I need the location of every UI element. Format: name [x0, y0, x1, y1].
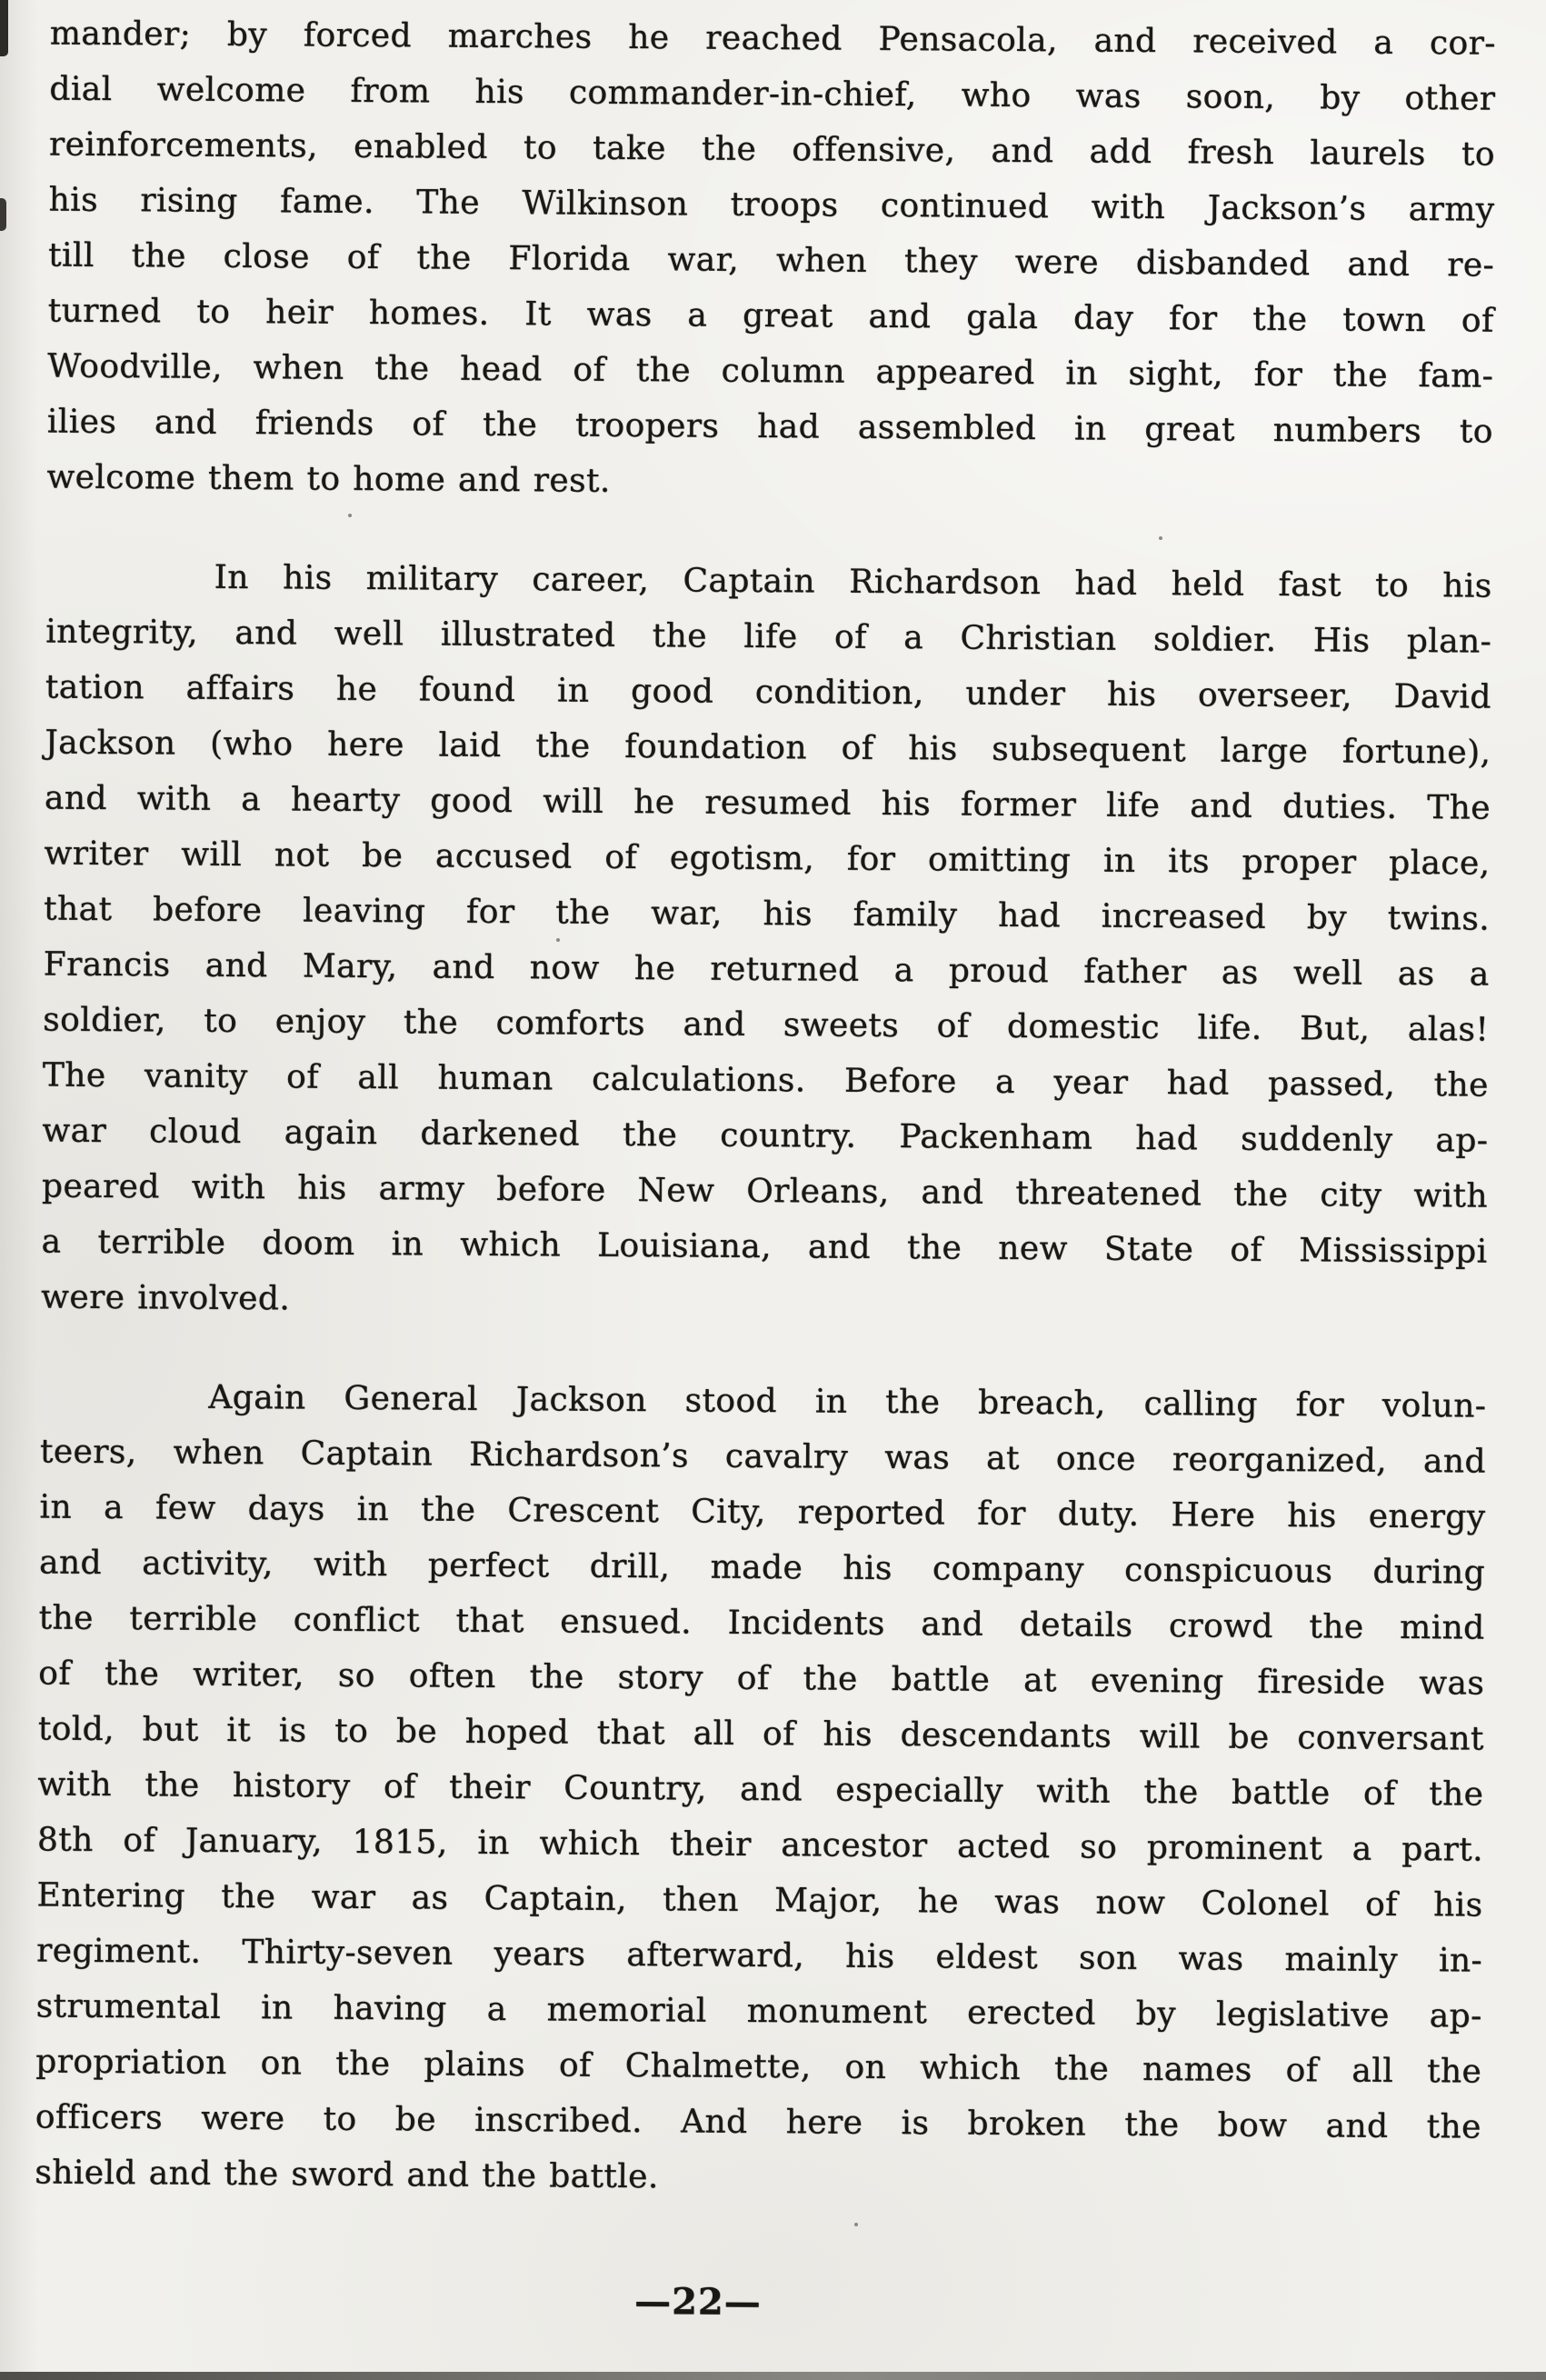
text-line: dial welcome from his commander-in-chief, who was soon, by other — [49, 70, 1496, 118]
scan-artifact-left-edge — [0, 198, 6, 231]
text-line: turned to heir homes. It was a great and gala day for the town of — [47, 292, 1494, 340]
text-line: tation affairs he found in good condition, under his overseer, David — [45, 668, 1491, 716]
text-line: his rising fame. The Wilkinson troops continued with Jackson’s army — [48, 181, 1495, 229]
text-line: welcome them to home and rest. — [46, 458, 611, 500]
text-line: shield and the sword and the battle. — [35, 2154, 659, 2196]
text-line: regiment. Thirty-seven years afterward, his eldest son was mainly in- — [35, 1932, 1483, 1980]
text-line: till the close of the Florida war, when they were disbanded and re- — [47, 236, 1495, 285]
page-number: —22— — [633, 2279, 762, 2324]
text-line: and with a hearty good will he resumed his former life and duties. The — [44, 779, 1491, 827]
text-line: in a few days in the Crescent City, reported for duty. Here his energy — [39, 1488, 1486, 1536]
text-line: Again General Jackson stood in the breach, calling for volun- — [208, 1378, 1487, 1425]
ink-speck — [556, 938, 560, 942]
text-line: that before leaving for the war, his family had increased by twins. — [43, 890, 1491, 938]
text-line: 8th of January, 1815, in which their ancestor acted so prominent a part. — [36, 1821, 1484, 1869]
ink-speck — [348, 514, 352, 517]
text-line: integrity, and well illustrated the life of a Christian soldier. His plan- — [45, 613, 1492, 661]
text-line: the terrible conflict that ensued. Incidents and details crowd the mind — [38, 1599, 1485, 1647]
paragraph — [46, 5, 1496, 515]
text-line: strumental in having a memorial monument erected by legislative ap- — [35, 1987, 1482, 2035]
text-line: Jackson (who here laid the foundation of his subsequent large fortune), — [45, 724, 1491, 772]
paragraph — [41, 548, 1492, 1335]
text-line: ilies and friends of the troopers had assembled in great numbers to — [46, 403, 1493, 451]
text-line: soldier, to enjoy the comforts and sweets of domestic life. But, alas! — [43, 1001, 1490, 1049]
text-line: of the writer, so often the story of the battle at evening fireside was — [38, 1655, 1485, 1703]
scan-edge-shadow — [0, 2372, 1546, 2380]
text-line: teers, when Captain Richardson’s cavalry was at once reorganized, and — [39, 1433, 1487, 1481]
text-line: writer will not be accused of egotism, for omitting in its proper place, — [44, 835, 1491, 883]
scan-artifact-top-left — [0, 0, 8, 56]
ink-speck — [854, 2223, 858, 2226]
text-line: Francis and Mary, and now he returned a proud father as well as a — [43, 945, 1490, 994]
ink-speck — [1159, 536, 1162, 540]
text-line: war cloud again darkened the country. Packenham had suddenly ap- — [42, 1112, 1489, 1160]
text-line: mander; by forced marches he reached Pensacola, and received a cor- — [49, 15, 1496, 63]
text-line: with the history of their Country, and especially with the battle of the — [37, 1765, 1484, 1814]
text-line: and activity, with perfect drill, made his company conspicuous during — [38, 1544, 1486, 1592]
text-line: were involved. — [40, 1278, 291, 1318]
text-line: The vanity of all human calculations. Before a year had passed, the — [42, 1056, 1489, 1105]
text-line: Entering the war as Captain, then Major, he was now Colonel of his — [36, 1876, 1483, 1925]
text-line: In his military career, Captain Richardson had held fast to his — [214, 558, 1492, 605]
text-line: reinforcements, enabled to take the offensive, and add fresh laurels to — [48, 125, 1496, 174]
text-line: told, but it is to be hoped that all of his descendants will be conversant — [37, 1710, 1484, 1758]
paragraph — [35, 1368, 1486, 2210]
text-line: officers were to be inscribed. And here is broken the bow and the — [35, 2098, 1481, 2146]
text-block — [34, 5, 1496, 2335]
text-line: Woodville, when the head of the column appeared in sight, for the fam- — [47, 347, 1494, 395]
text-line: propriation on the plains of Chalmette, on which the names of all the — [35, 2043, 1482, 2091]
text-line: a terrible doom in which Louisiana, and the new State of Mississippi — [41, 1223, 1488, 1271]
text-line: peared with his army before New Orleans, and threatened the city with — [41, 1167, 1489, 1215]
